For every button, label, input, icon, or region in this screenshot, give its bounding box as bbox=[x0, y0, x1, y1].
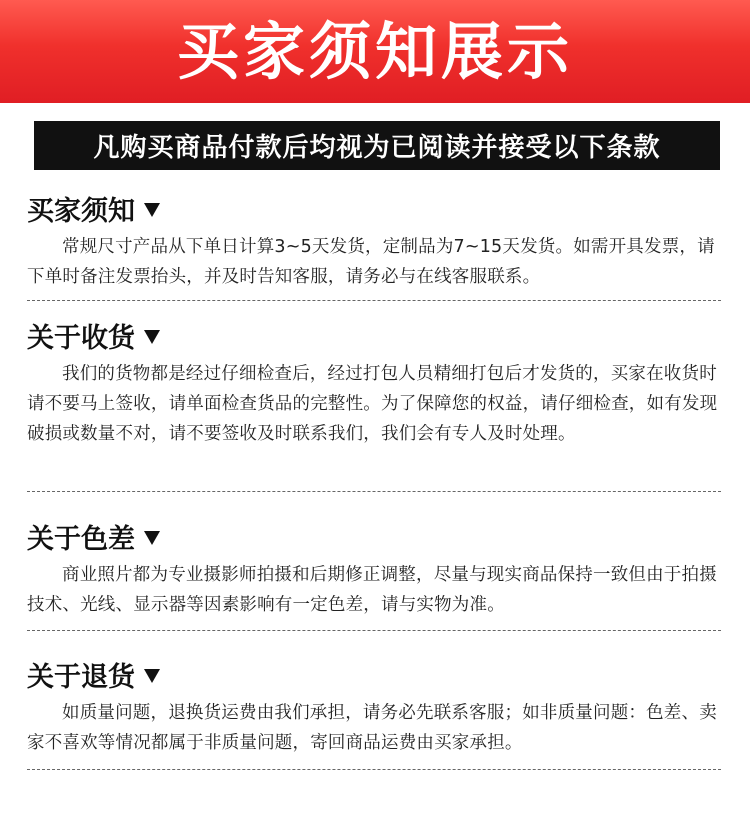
triangle-down-icon bbox=[144, 203, 160, 217]
triangle-down-icon bbox=[144, 531, 160, 545]
header-banner bbox=[0, 0, 750, 103]
section-body-text: 我们的货物都是经过仔细检查后，经过打包人员精细打包后才发货的，买家在收货时请不要马上签收，请单面检查货品的完整性。为了保障您的权益，请仔细检查，如有发现破损或数量不对，请不要签收及时联系我们，我们会有专人及时处理。 bbox=[27, 364, 718, 444]
dashed-divider bbox=[27, 491, 721, 492]
terms-notice-text: 凡购买商品付款后均视为已阅读并接受以下条款 bbox=[93, 133, 661, 163]
triangle-down-icon bbox=[144, 330, 160, 344]
dashed-divider bbox=[27, 630, 721, 631]
section-heading-text: 关于色差 bbox=[27, 523, 135, 555]
section-receiving bbox=[27, 318, 721, 449]
section-heading-text: 买家须知 bbox=[27, 195, 135, 227]
dashed-divider bbox=[27, 300, 721, 301]
section-body-text: 如质量问题，退换货运费由我们承担，请务必先联系客服；如非质量问题：色差、卖家不喜欢等情况都属于非质量问题，寄回商品运费由买家承担。 bbox=[27, 703, 717, 753]
section-heading bbox=[27, 318, 721, 352]
section-heading-text: 关于退货 bbox=[27, 661, 135, 693]
section-heading bbox=[27, 519, 721, 553]
section-heading-text: 关于收货 bbox=[27, 322, 135, 354]
section-color-difference bbox=[27, 519, 721, 620]
terms-notice-banner bbox=[34, 121, 720, 170]
dashed-divider bbox=[27, 769, 721, 770]
section-heading bbox=[27, 191, 721, 225]
section-body-text: 常规尺寸产品从下单日计算3~5天发货，定制品为7~15天发货。如需开具发票，请下单时备注发票抬头，并及时告知客服，请务必与在线客服联系。 bbox=[27, 237, 715, 287]
section-returns bbox=[27, 657, 721, 758]
triangle-down-icon bbox=[144, 669, 160, 683]
section-body-text: 商业照片都为专业摄影师拍摄和后期修正调整，尽量与现实商品保持一致但由于拍摄技术、光线、显示器等因素影响有一定色差，请与实物为准。 bbox=[27, 565, 717, 615]
page-title: 买家须知展示 bbox=[176, 14, 573, 88]
section-buyer-notice bbox=[27, 191, 721, 292]
section-heading bbox=[27, 657, 721, 691]
